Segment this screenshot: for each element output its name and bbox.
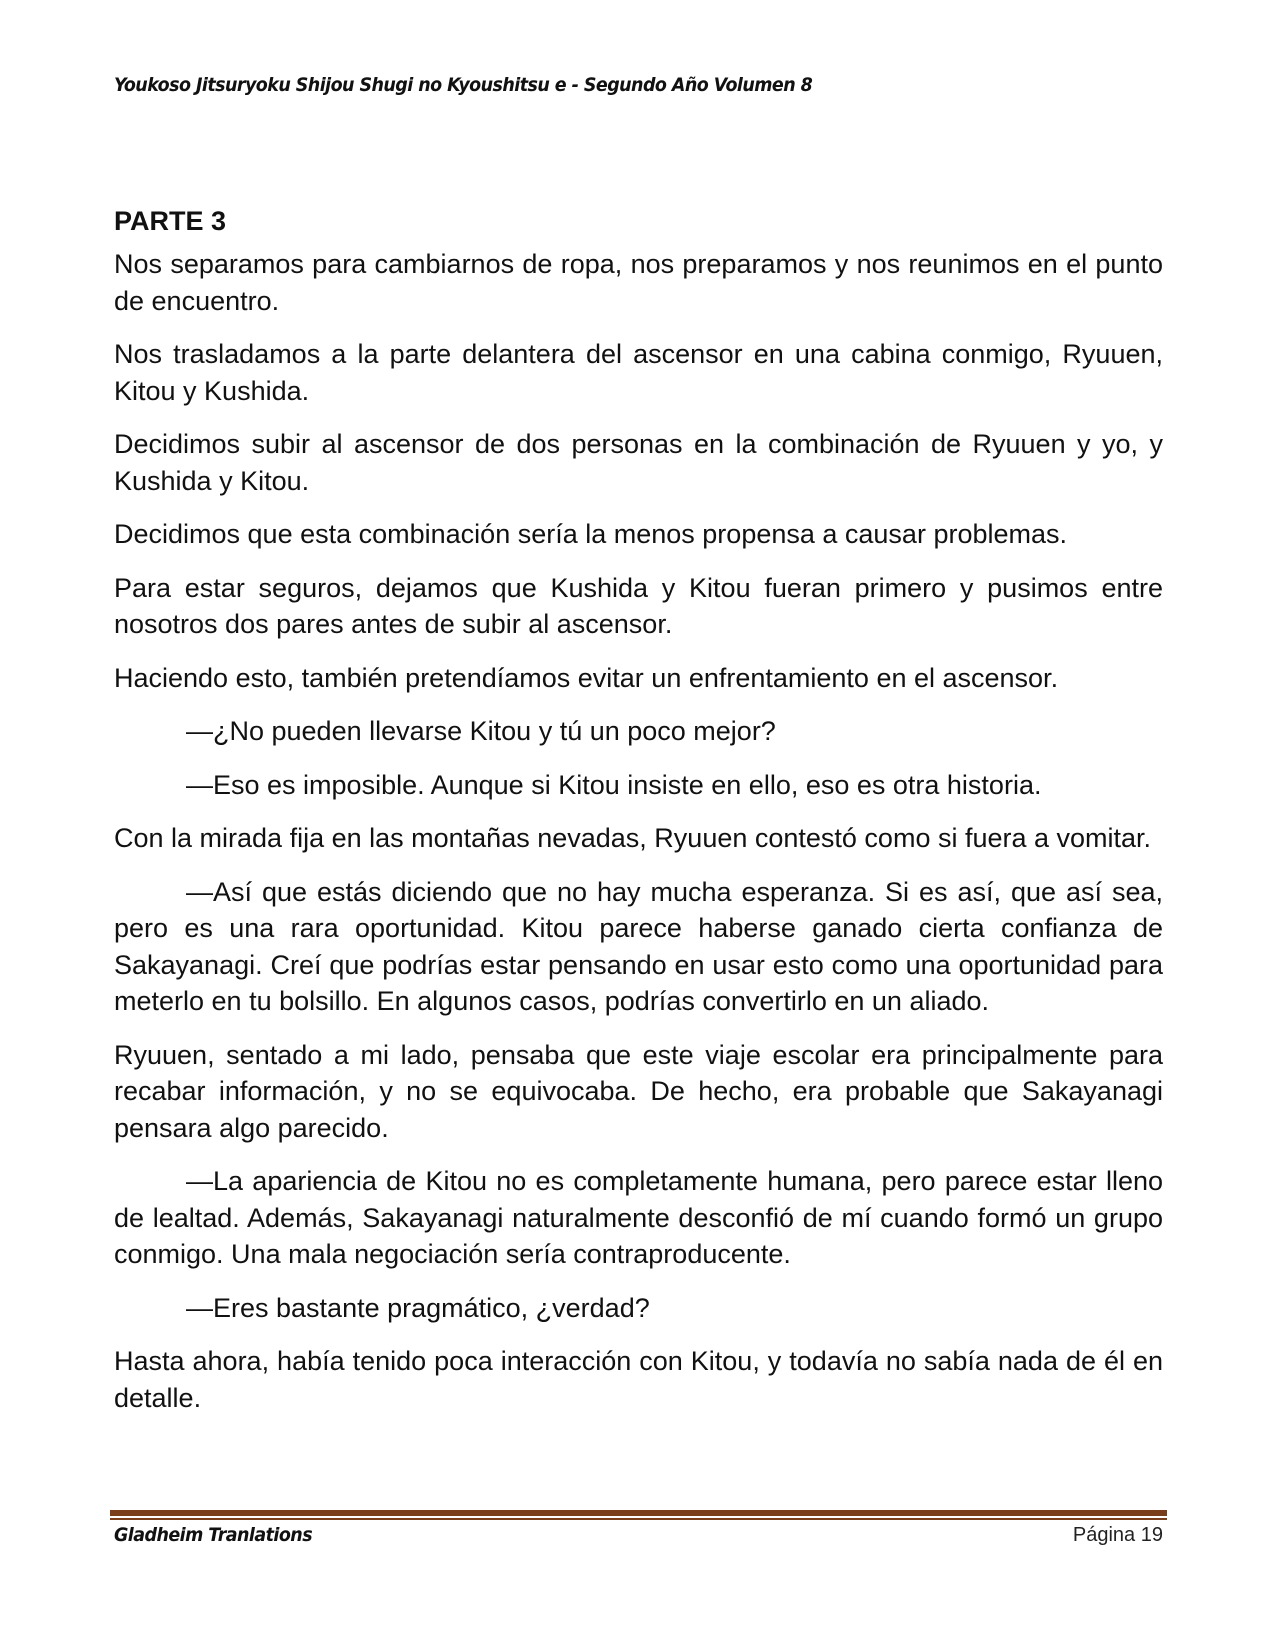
paragraph: Ryuuen, sentado a mi lado, pensaba que este viaje escolar era principalmente para recabar información, y no se equivocaba. De hecho, era probable que Sakayanagi pensara algo parecido.	[114, 1039, 1163, 1143]
section-heading: PARTE 3	[114, 206, 227, 236]
paragraph: Para estar seguros, dejamos que Kushida y Kitou fueran primero y pusimos entre nosotros dos pares antes de subir al ascensor.	[114, 572, 1163, 639]
paragraph: Decidimos que esta combinación sería la menos propensa a causar problemas.	[114, 519, 1068, 549]
page-body	[114, 204, 1163, 1433]
dialogue-paragraph: —Eso es imposible. Aunque si Kitou insiste en ello, eso es otra historia.	[186, 769, 1042, 800]
dialogue-paragraph: —Eres bastante pragmático, ¿verdad?	[186, 1292, 650, 1323]
dialogue-paragraph: —¿No pueden llevarse Kitou y tú un poco mejor?	[186, 716, 776, 746]
paragraph: Nos trasladamos a la parte delantera del ascensor en una cabina conmigo, Ryuuen, Kitou y Kushida.	[114, 339, 1163, 406]
paragraph: Con la mirada fija en las montañas nevadas, Ryuuen contestó como si fuera a vomitar.	[114, 823, 1152, 853]
page-number	[1073, 1524, 1163, 1547]
footer-rule-thin	[110, 1518, 1167, 1520]
footer-rule-thick	[110, 1510, 1167, 1516]
page-number-value: 19	[1140, 1524, 1163, 1546]
paragraph: Hasta ahora, había tenido poca interacción con Kitou, y todavía no sabía nada de él en detalle.	[114, 1346, 1163, 1413]
paragraph: Decidimos subir al ascensor de dos personas en la combinación de Ryuuen y yo, y Kushida y Kitou.	[114, 429, 1163, 496]
paragraph: Haciendo esto, también pretendíamos evitar un enfrentamiento en el ascensor.	[114, 662, 1059, 693]
paragraph: Nos separamos para cambiarnos de ropa, nos preparamos y nos reunimos en el punto de encuentro.	[114, 249, 1163, 316]
page-label: Página	[1072, 1524, 1136, 1546]
dialogue-paragraph: —La apariencia de Kitou no es completamente humana, pero parece estar lleno de lealtad. Además, Sakayanagi naturalmente desconfió de mí cuando formó un grupo conmigo. Una mala negociación sería contraproducente.	[114, 1166, 1163, 1269]
dialogue-paragraph: —Así que estás diciendo que no hay mucha esperanza. Si es así, que así sea, pero es una rara oportunidad. Kitou parece haberse ganado cierta confianza de Sakayanagi. Creí que podrías estar pensando en usar esto como una oportunidad para meterlo en tu bolsillo. En algunos casos, podrías convertirlo en un aliado.	[114, 876, 1163, 1016]
paragraphs	[114, 246, 1163, 1416]
footer-credit: Gladheim Tranlations	[114, 1524, 313, 1546]
running-header: Youkoso Jitsuryoku Shijou Shugi no Kyoushitsu e - Segundo Año Volumen 8	[114, 74, 813, 96]
